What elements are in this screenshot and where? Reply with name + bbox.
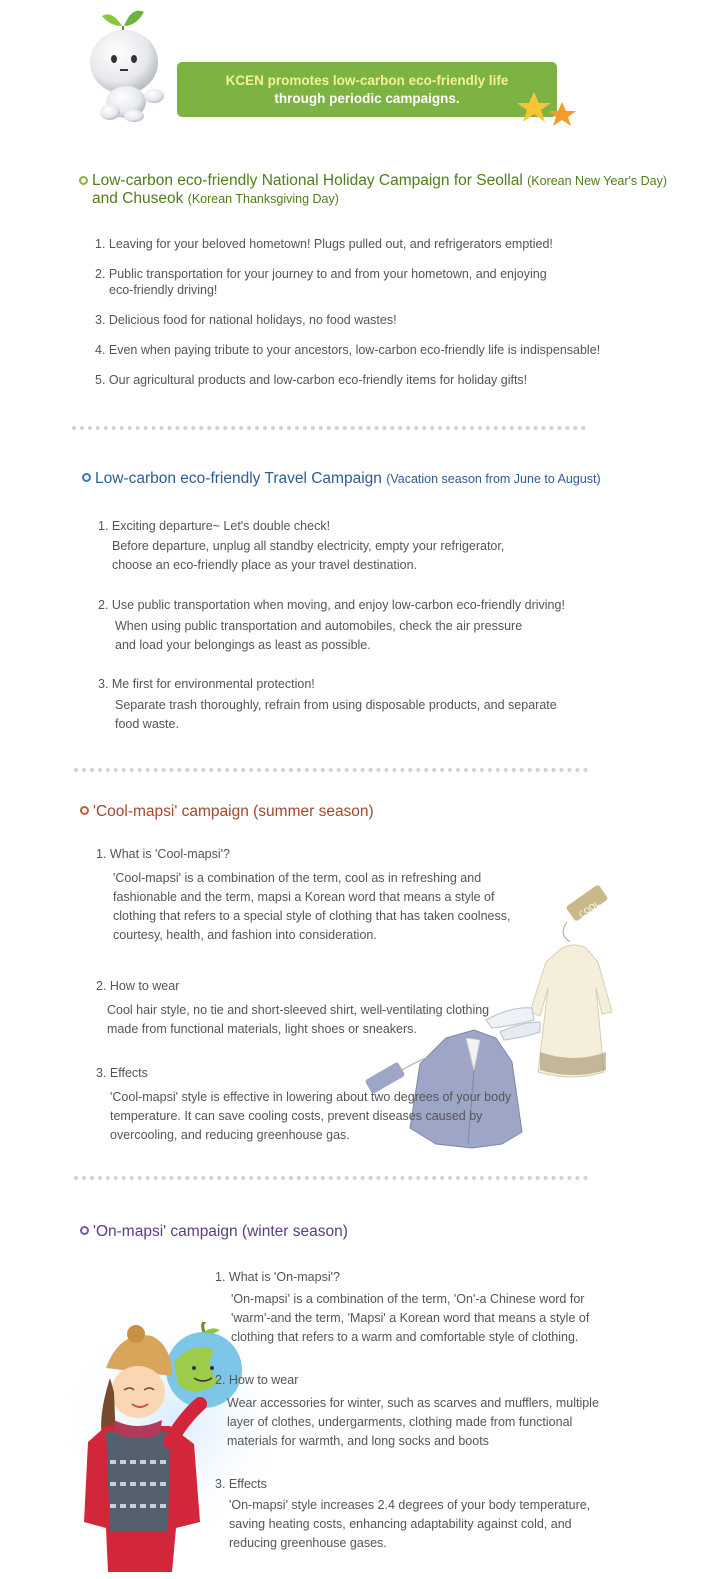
list-item-heading: 1. Exciting departure~ Let's double check! xyxy=(98,519,331,533)
banner-line-2: through periodic campaigns. xyxy=(274,91,460,106)
description-line: made from functional materials, light shoes or sneakers. xyxy=(107,1022,417,1036)
section-bullet-icon xyxy=(82,473,91,482)
description-line: Wear accessories for winter, such as scarves and mufflers, multiple xyxy=(227,1396,599,1410)
section-divider xyxy=(72,426,586,430)
travel-campaign-title-sub: (Vacation season from June to August) xyxy=(386,472,601,486)
svg-text:COOL: COOL xyxy=(577,899,602,920)
list-item-heading: 3. Effects xyxy=(215,1477,267,1491)
list-item-description xyxy=(229,1496,590,1553)
travel-campaign-title xyxy=(95,470,695,488)
list-item-heading: 2. How to wear xyxy=(96,979,180,993)
list-item-description xyxy=(115,696,557,734)
holiday-campaign-title-line2: and Chuseok xyxy=(92,190,184,207)
list-item: 3. Delicious food for national holidays, no food wastes! xyxy=(95,313,397,327)
list-item-description xyxy=(231,1290,589,1347)
intro-banner xyxy=(177,62,557,117)
list-item-heading: 3. Me first for environmental protection! xyxy=(98,677,315,691)
description-line: overcooling, and reducing greenhouse gas. xyxy=(110,1128,350,1142)
holiday-campaign-title-sub: (Korean New Year's Day) xyxy=(527,174,668,188)
list-item-heading: 2. Use public transportation when moving, and enjoy low-carbon eco-friendly driving! xyxy=(98,598,565,612)
mascot-illustration xyxy=(88,4,174,122)
description-line: temperature. It can save cooling costs, prevent diseases caused by xyxy=(110,1109,483,1123)
description-line: clothing that refers to a warm and comfortable style of clothing. xyxy=(231,1330,579,1344)
section-divider xyxy=(74,1176,588,1180)
description-line: 'On-mapsi' style increases 2.4 degrees of your body temperature, xyxy=(229,1498,591,1512)
holiday-campaign-title-line2-sub: (Korean Thanksgiving Day) xyxy=(187,192,339,206)
description-line: food waste. xyxy=(115,717,179,731)
holiday-campaign-title xyxy=(92,172,692,208)
list-item: 4. Even when paying tribute to your ancestors, low-carbon eco-friendly life is indispensable! xyxy=(95,343,601,357)
description-line: Cool hair style, no tie and short-sleeved shirt, well-ventilating clothing xyxy=(107,1003,490,1017)
holiday-campaign-title-main: Low-carbon eco-friendly National Holiday Campaign for Seollal xyxy=(92,172,523,189)
description-line: 'warm'-and the term, 'Mapsi' a Korean word that means a style of xyxy=(231,1311,590,1325)
description-line: layer of clothes, undergarments, clothing made from functional xyxy=(227,1415,573,1429)
description-line: reducing greenhouse gases. xyxy=(229,1536,387,1550)
description-line: saving heating costs, enhancing adaptability against cold, and xyxy=(229,1517,572,1531)
description-line: and load your belongings as least as possible. xyxy=(115,638,371,652)
cool-tag-icon xyxy=(563,884,608,942)
list-item-description xyxy=(115,617,522,655)
description-line: choose an eco-friendly place as your travel destination. xyxy=(112,558,418,572)
description-line: 'Cool-mapsi' style is effective in lowering about two degrees of your body xyxy=(110,1090,512,1104)
section-bullet-icon xyxy=(79,176,88,185)
on-mapsi-title: 'On-mapsi' campaign (winter season) xyxy=(93,1223,348,1240)
cool-mapsi-title: 'Cool-mapsi' campaign (summer season) xyxy=(93,803,374,820)
section-divider xyxy=(74,768,588,772)
list-item-continued: eco-friendly driving! xyxy=(109,283,218,297)
description-line: Before departure, unplug all standby electricity, empty your refrigerator, xyxy=(112,539,505,553)
list-item-heading: 3. Effects xyxy=(96,1066,148,1080)
description-line: When using public transportation and automobiles, check the air pressure xyxy=(115,619,523,633)
list-item-description xyxy=(112,537,504,575)
section-bullet-icon xyxy=(80,806,89,815)
list-item: 2. Public transportation for your journey to and from your hometown, and enjoying xyxy=(95,267,547,281)
section-bullet-icon xyxy=(80,1226,89,1235)
description-line: clothing that refers to a special style of clothing that has taken coolness, xyxy=(113,909,511,923)
description-line: Separate trash thoroughly, refrain from using disposable products, and separate xyxy=(115,698,557,712)
list-item-description xyxy=(227,1394,599,1451)
description-line: 'Cool-mapsi' is a combination of the term, cool as in refreshing and xyxy=(113,871,482,885)
description-line: materials for warmth, and long socks and boots xyxy=(227,1434,489,1448)
star-icon xyxy=(514,90,580,128)
list-item: 5. Our agricultural products and low-carbon eco-friendly items for holiday gifts! xyxy=(95,373,528,387)
travel-campaign-title-main: Low-carbon eco-friendly Travel Campaign xyxy=(95,470,382,487)
list-item-heading: 1. What is 'Cool-mapsi'? xyxy=(96,847,230,861)
list-item: 1. Leaving for your beloved hometown! Plugs pulled out, and refrigerators emptied! xyxy=(95,237,553,251)
list-item-heading: 2. How to wear xyxy=(215,1373,299,1387)
list-item-description xyxy=(110,1088,511,1145)
description-line: courtesy, health, and fashion into consideration. xyxy=(113,928,377,942)
list-item-description xyxy=(107,1001,489,1039)
banner-line-1: KCEN promotes low-carbon eco-friendly life xyxy=(225,73,509,88)
description-line: 'On-mapsi' is a combination of the term, 'On'-a Chinese word for xyxy=(231,1292,585,1306)
description-line: fashionable and the term, mapsi a Korean word that means a style of xyxy=(113,890,495,904)
list-item-heading: 1. What is 'On-mapsi'? xyxy=(215,1270,340,1284)
